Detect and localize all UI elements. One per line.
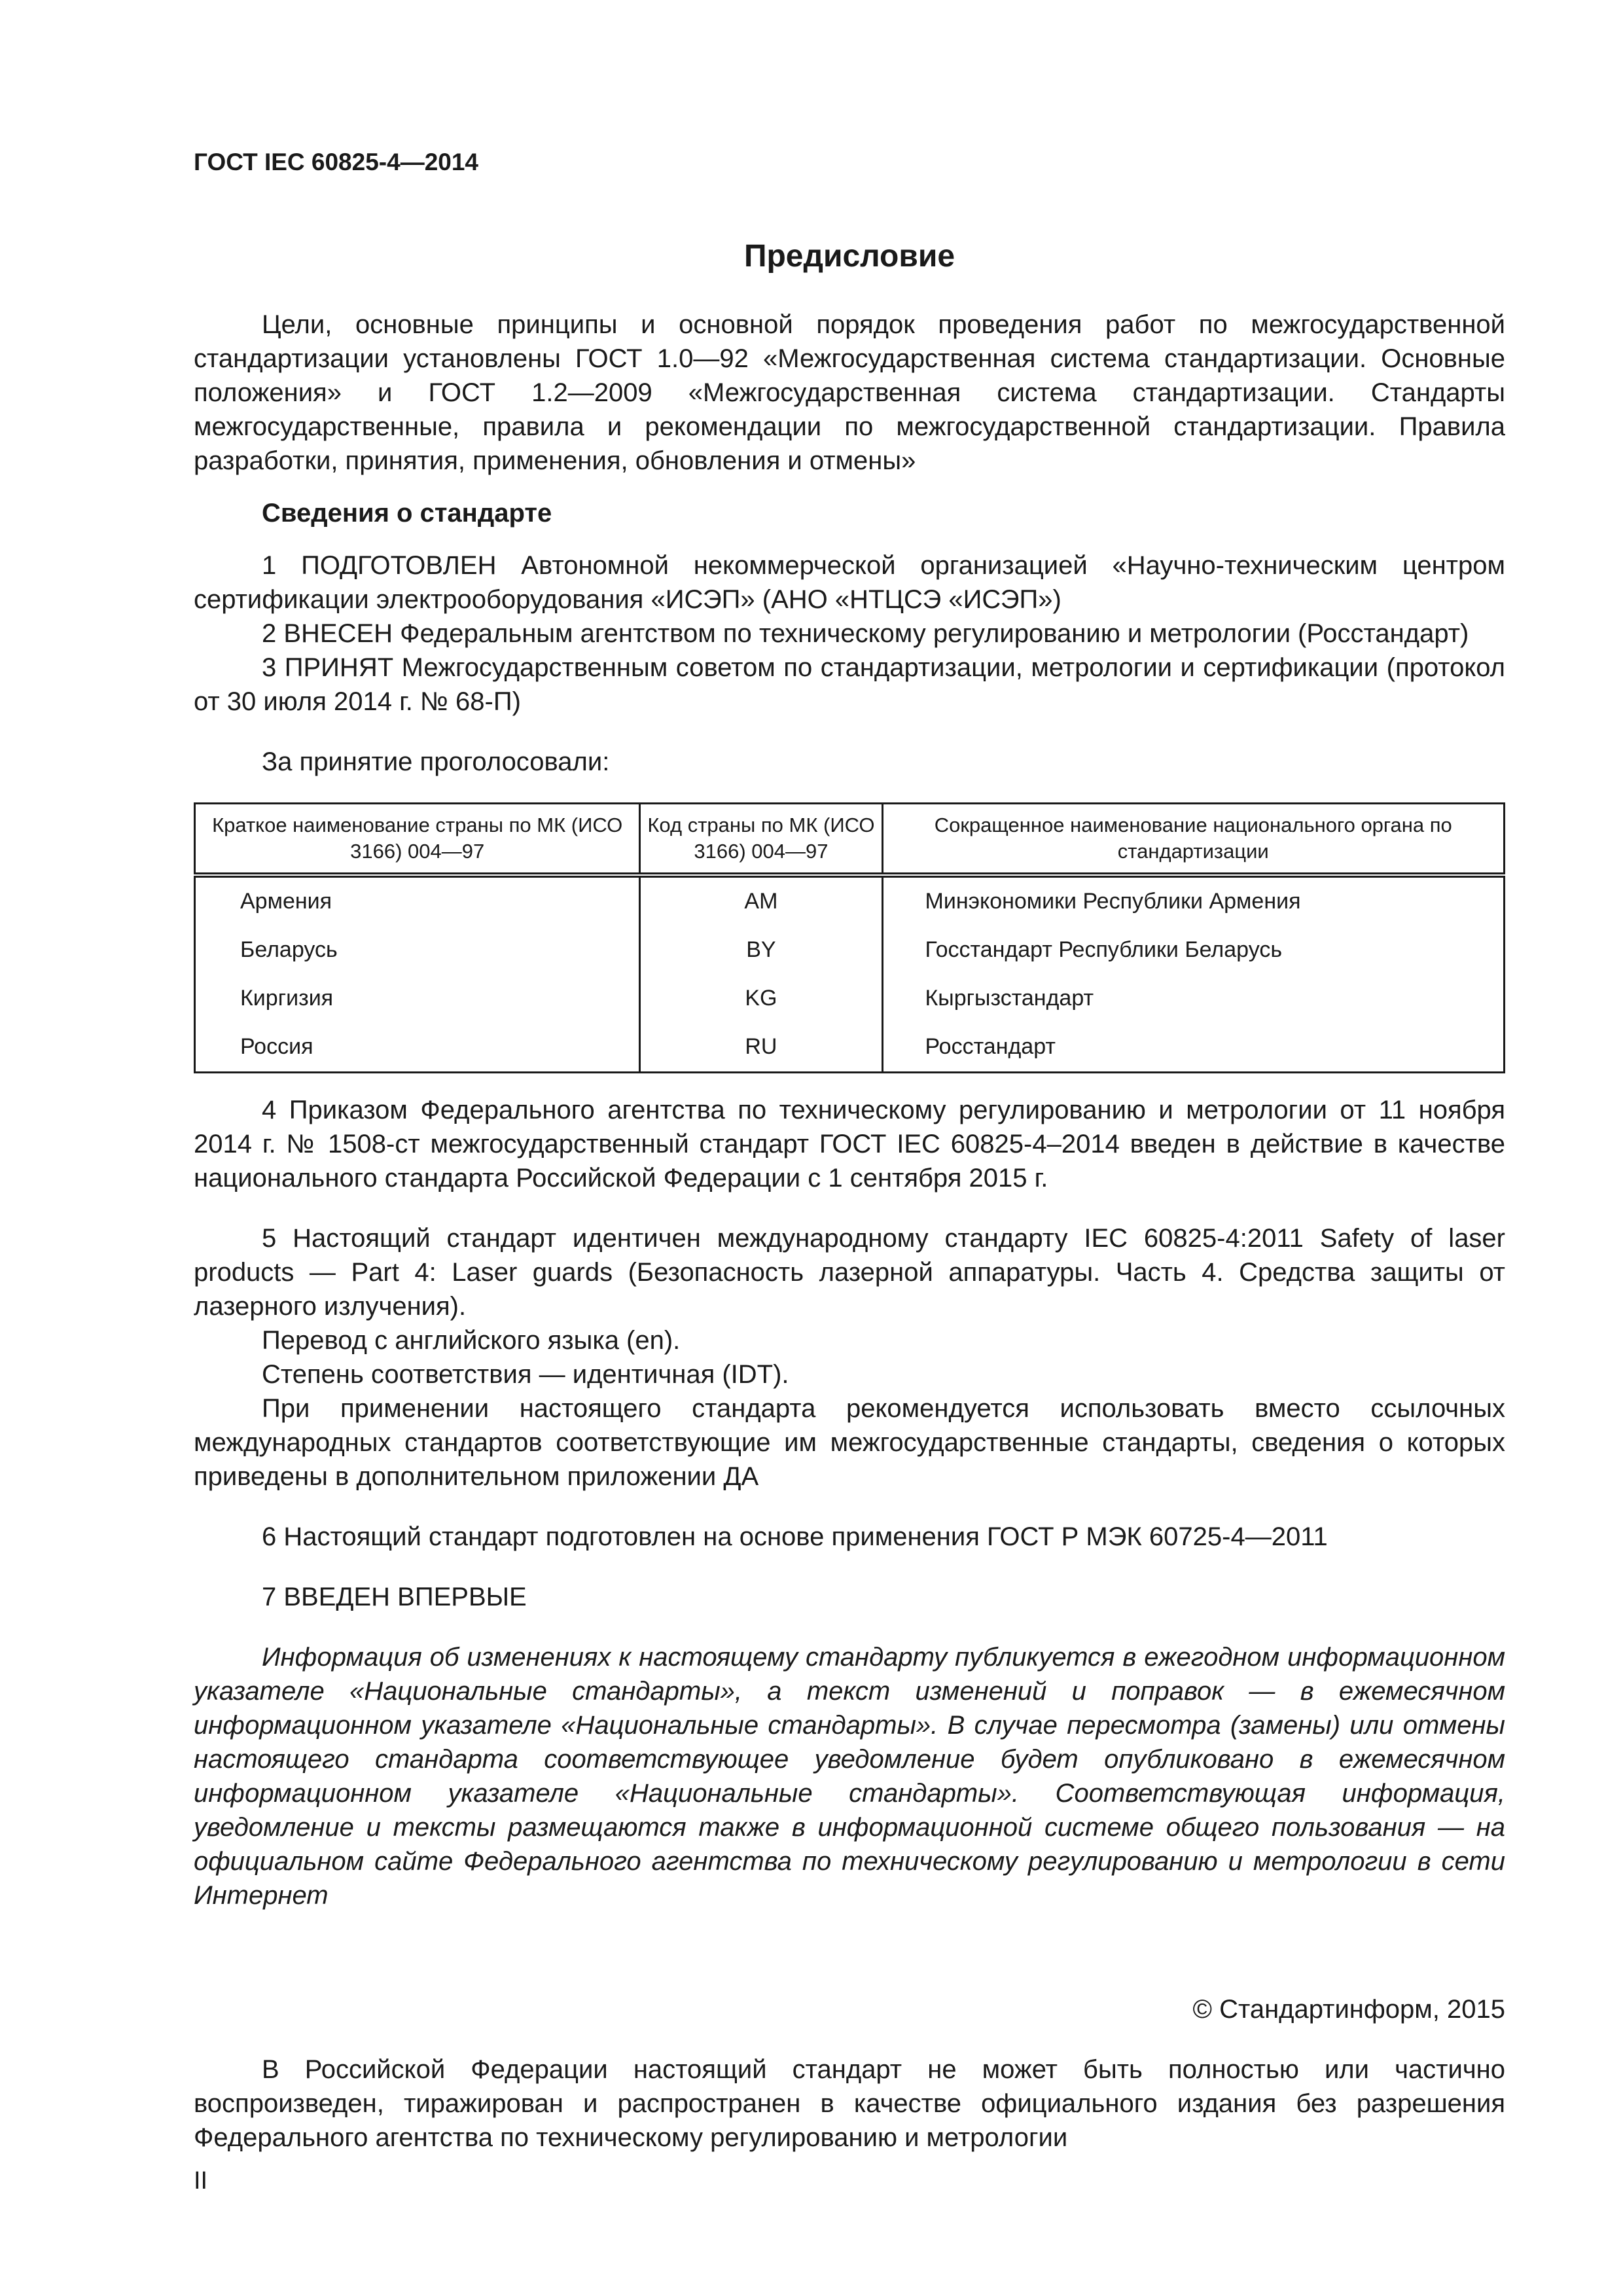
table-row (195, 926, 1505, 975)
cell-country: Беларусь (195, 926, 640, 975)
cell-code: AM (640, 875, 882, 926)
reproduction-notice: В Российской Федерации настоящий стандарт не может быть полностью или частично воспроизведен, тиражирован и распространен в качестве официального издания без разрешения Федерального агентства по техническому регулированию и метрологии (194, 2055, 1505, 2152)
cell-country: Армения (195, 875, 640, 926)
header-country-name: Краткое наименование страны по МК (ИСО 3166) 004—97 (195, 804, 640, 876)
cell-country: Россия (195, 1023, 640, 1073)
item-2: 2 ВНЕСЕН Федеральным агентством по техническому регулированию и метрологии (Росстандарт) (262, 619, 1469, 648)
vote-table (194, 802, 1505, 1073)
item-5-degree: Степень соответствия — идентичная (IDT). (262, 1360, 789, 1389)
info-heading: Сведения о стандарте (262, 499, 552, 528)
table-row (195, 875, 1505, 926)
cell-body: Госстандарт Республики Беларусь (882, 926, 1505, 975)
cell-body: Росстандарт (882, 1023, 1505, 1073)
header-country-code: Код страны по МК (ИСО 3166) 004—97 (640, 804, 882, 876)
changes-notice: Информация об изменениях к настоящему стандарту публикуется в ежегодном информационном указателе «Национальные стандарты», а текст изменений и поправок — в ежемесячном информационном указателе «Национальные стандарты». В случае пересмотра (замены) или отмены настоящего стандарта соответствующее уведомление будет опубликовано в ежемесячном информационном указателе «Национальные стандарты». Соответствующая информация, уведомление и тексты размещаются также в информационной системе общего пользования — на официальном сайте Федерального агентства по техническому регулированию и метрологии в сети Интернет (194, 1643, 1505, 1910)
vote-table-header-row (195, 804, 1505, 876)
item-5-translation: Перевод с английского языка (en). (262, 1326, 681, 1355)
vote-label: За принятие проголосовали: (262, 747, 610, 776)
document-code: ГОСТ IEC 60825-4—2014 (194, 149, 479, 175)
item-6: 6 Настоящий стандарт подготовлен на основе применения ГОСТ Р МЭК 60725-4—2011 (262, 1522, 1328, 1551)
cell-code: BY (640, 926, 882, 975)
header-national-body: Сокращенное наименование национального органа по стандартизации (882, 804, 1505, 876)
item-1: 1 ПОДГОТОВЛЕН Автономной некоммерческой организацией «Научно-техническим центром сертификации электрооборудования «ИСЭП» (АНО «НТЦСЭ «ИСЭП») (194, 551, 1505, 614)
item-4: 4 Приказом Федерального агентства по техническому регулированию и метрологии от 11 ноября 2014 г. № 1508-ст межгосударственный стандарт ГОСТ IEC 60825-4–2014 введен в действие в качестве национального стандарта Российской Федерации с 1 сентября 2015 г. (194, 1096, 1505, 1193)
cell-body: Кыргызстандарт (882, 975, 1505, 1023)
item-7: 7 ВВЕДЕН ВПЕРВЫЕ (262, 1583, 527, 1611)
page-title: Предисловие (743, 239, 955, 274)
table-row (195, 975, 1505, 1023)
item-5: 5 Настоящий стандарт идентичен международному стандарту IEC 60825-4:2011 Safety of laser products — Part 4: Laser guards (Безопасность лазерной аппаратуры. Часть 4. Средства защиты от лазерного излучения). (194, 1224, 1505, 1321)
page-number: II (194, 2167, 208, 2195)
page-content (194, 145, 1505, 2198)
cell-body: Минэкономики Республики Армения (882, 875, 1505, 926)
item-3: 3 ПРИНЯТ Межгосударственным советом по стандартизации, метрологии и сертификации (протокол от 30 июля 2014 г. № 68-П) (194, 653, 1505, 716)
copyright: © Стандартинформ, 2015 (1192, 1995, 1505, 2024)
table-row (195, 1023, 1505, 1073)
cell-code: RU (640, 1023, 882, 1073)
item-5-usage: При применении настоящего стандарта рекомендуется использовать вместо ссылочных международных стандартов соответствующие им межгосударственные стандарты, сведения о которых приведены в дополнительном приложении ДА (194, 1394, 1505, 1491)
cell-country: Киргизия (195, 975, 640, 1023)
cell-code: KG (640, 975, 882, 1023)
intro-paragraph: Цели, основные принципы и основной порядок проведения работ по межгосударственной стандартизации установлены ГОСТ 1.0—92 «Межгосударственная система стандартизации. Основные положения» и ГОСТ 1.2—2009 «Межгосударственная система стандартизации. Стандарты межгосударственные, правила и рекомендации по межгосударственной стандартизации. Правила разработки, принятия, применения, обновления и отмены» (194, 310, 1505, 475)
